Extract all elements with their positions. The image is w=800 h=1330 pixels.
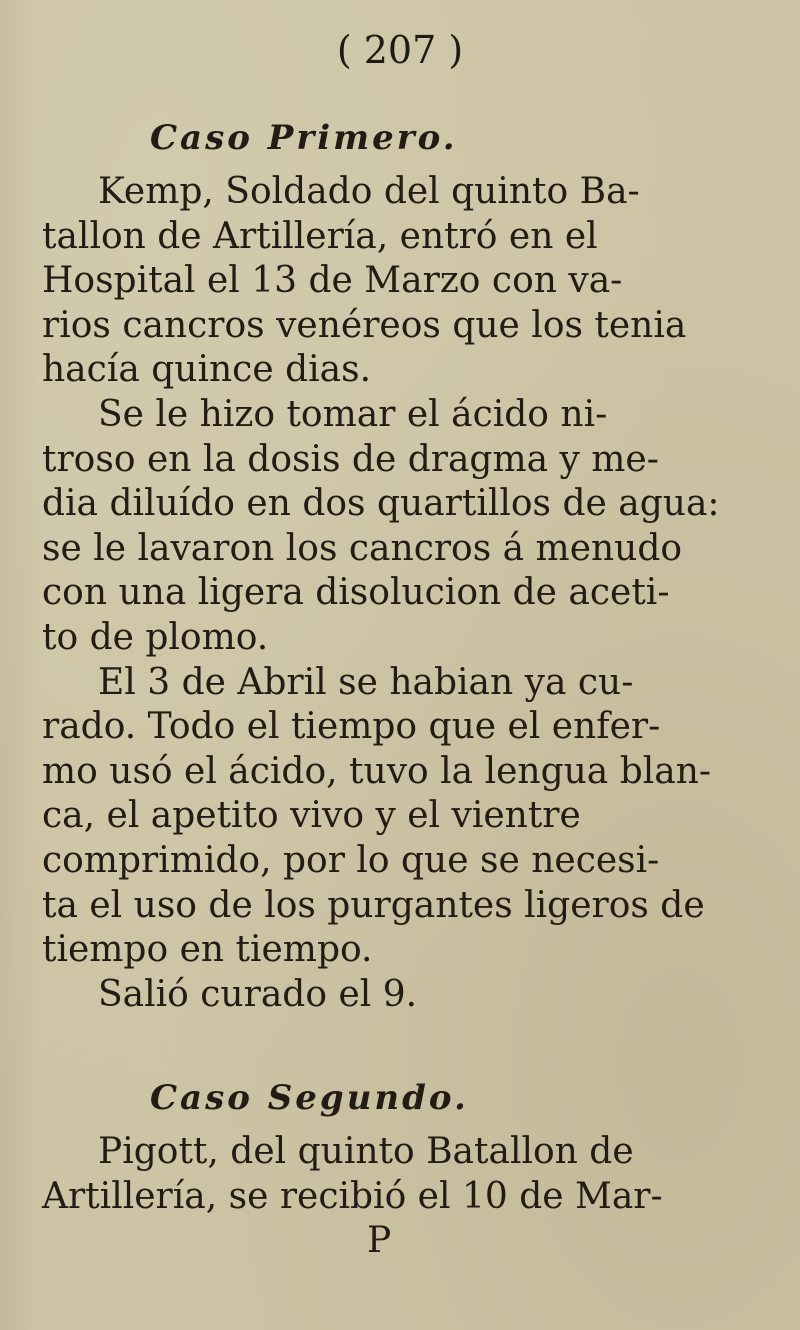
- text-line: tallon de Artillería, entró en el: [42, 215, 598, 257]
- text-line: dia diluído en dos quartillos de agua:: [42, 483, 720, 525]
- page-number: ( 207 ): [336, 28, 464, 72]
- text-line: rado. Todo el tiempo que el enfer-: [42, 706, 661, 748]
- text-line: Se le hizo tomar el ácido ni-: [98, 393, 608, 435]
- section-heading-caso-segundo: Caso Segundo.: [150, 1078, 469, 1118]
- text-line: ca, el apetito vivo y el vientre: [42, 795, 581, 837]
- text-line: Salió curado el 9.: [98, 973, 418, 1015]
- text-line: Hospital el 13 de Marzo con va-: [42, 260, 623, 302]
- section-heading-caso-primero: Caso Primero.: [150, 118, 458, 158]
- signature-mark: P: [367, 1220, 392, 1262]
- text-line: mo usó el ácido, tuvo la lengua blan-: [42, 750, 712, 792]
- text-line: ta el uso de los purgantes ligeros de: [42, 884, 705, 926]
- text-line: tiempo en tiempo.: [42, 929, 373, 971]
- section-2-text: [42, 1130, 762, 1264]
- text-line: Pigott, del quinto Batallon de: [98, 1131, 634, 1172]
- text-line: comprimido, por lo que se necesi-: [42, 839, 660, 881]
- text-line: con una ligera disolucion de aceti-: [42, 572, 670, 614]
- text-line: Artillería, se recibió el 10 de Mar-: [42, 1175, 663, 1217]
- text-line: se le lavaron los cancros á menudo: [42, 527, 683, 569]
- section-1-text: [42, 170, 762, 1017]
- text-line: El 3 de Abril se habian ya cu-: [98, 661, 634, 703]
- text-line: troso en la dosis de dragma y me-: [42, 438, 659, 480]
- text-line: rios cancros venéreos que los tenia: [42, 304, 687, 346]
- text-line: Kemp, Soldado del quinto Ba-: [98, 171, 640, 212]
- text-line: to de plomo.: [42, 616, 269, 658]
- text-line: hacía quince dias.: [42, 349, 372, 391]
